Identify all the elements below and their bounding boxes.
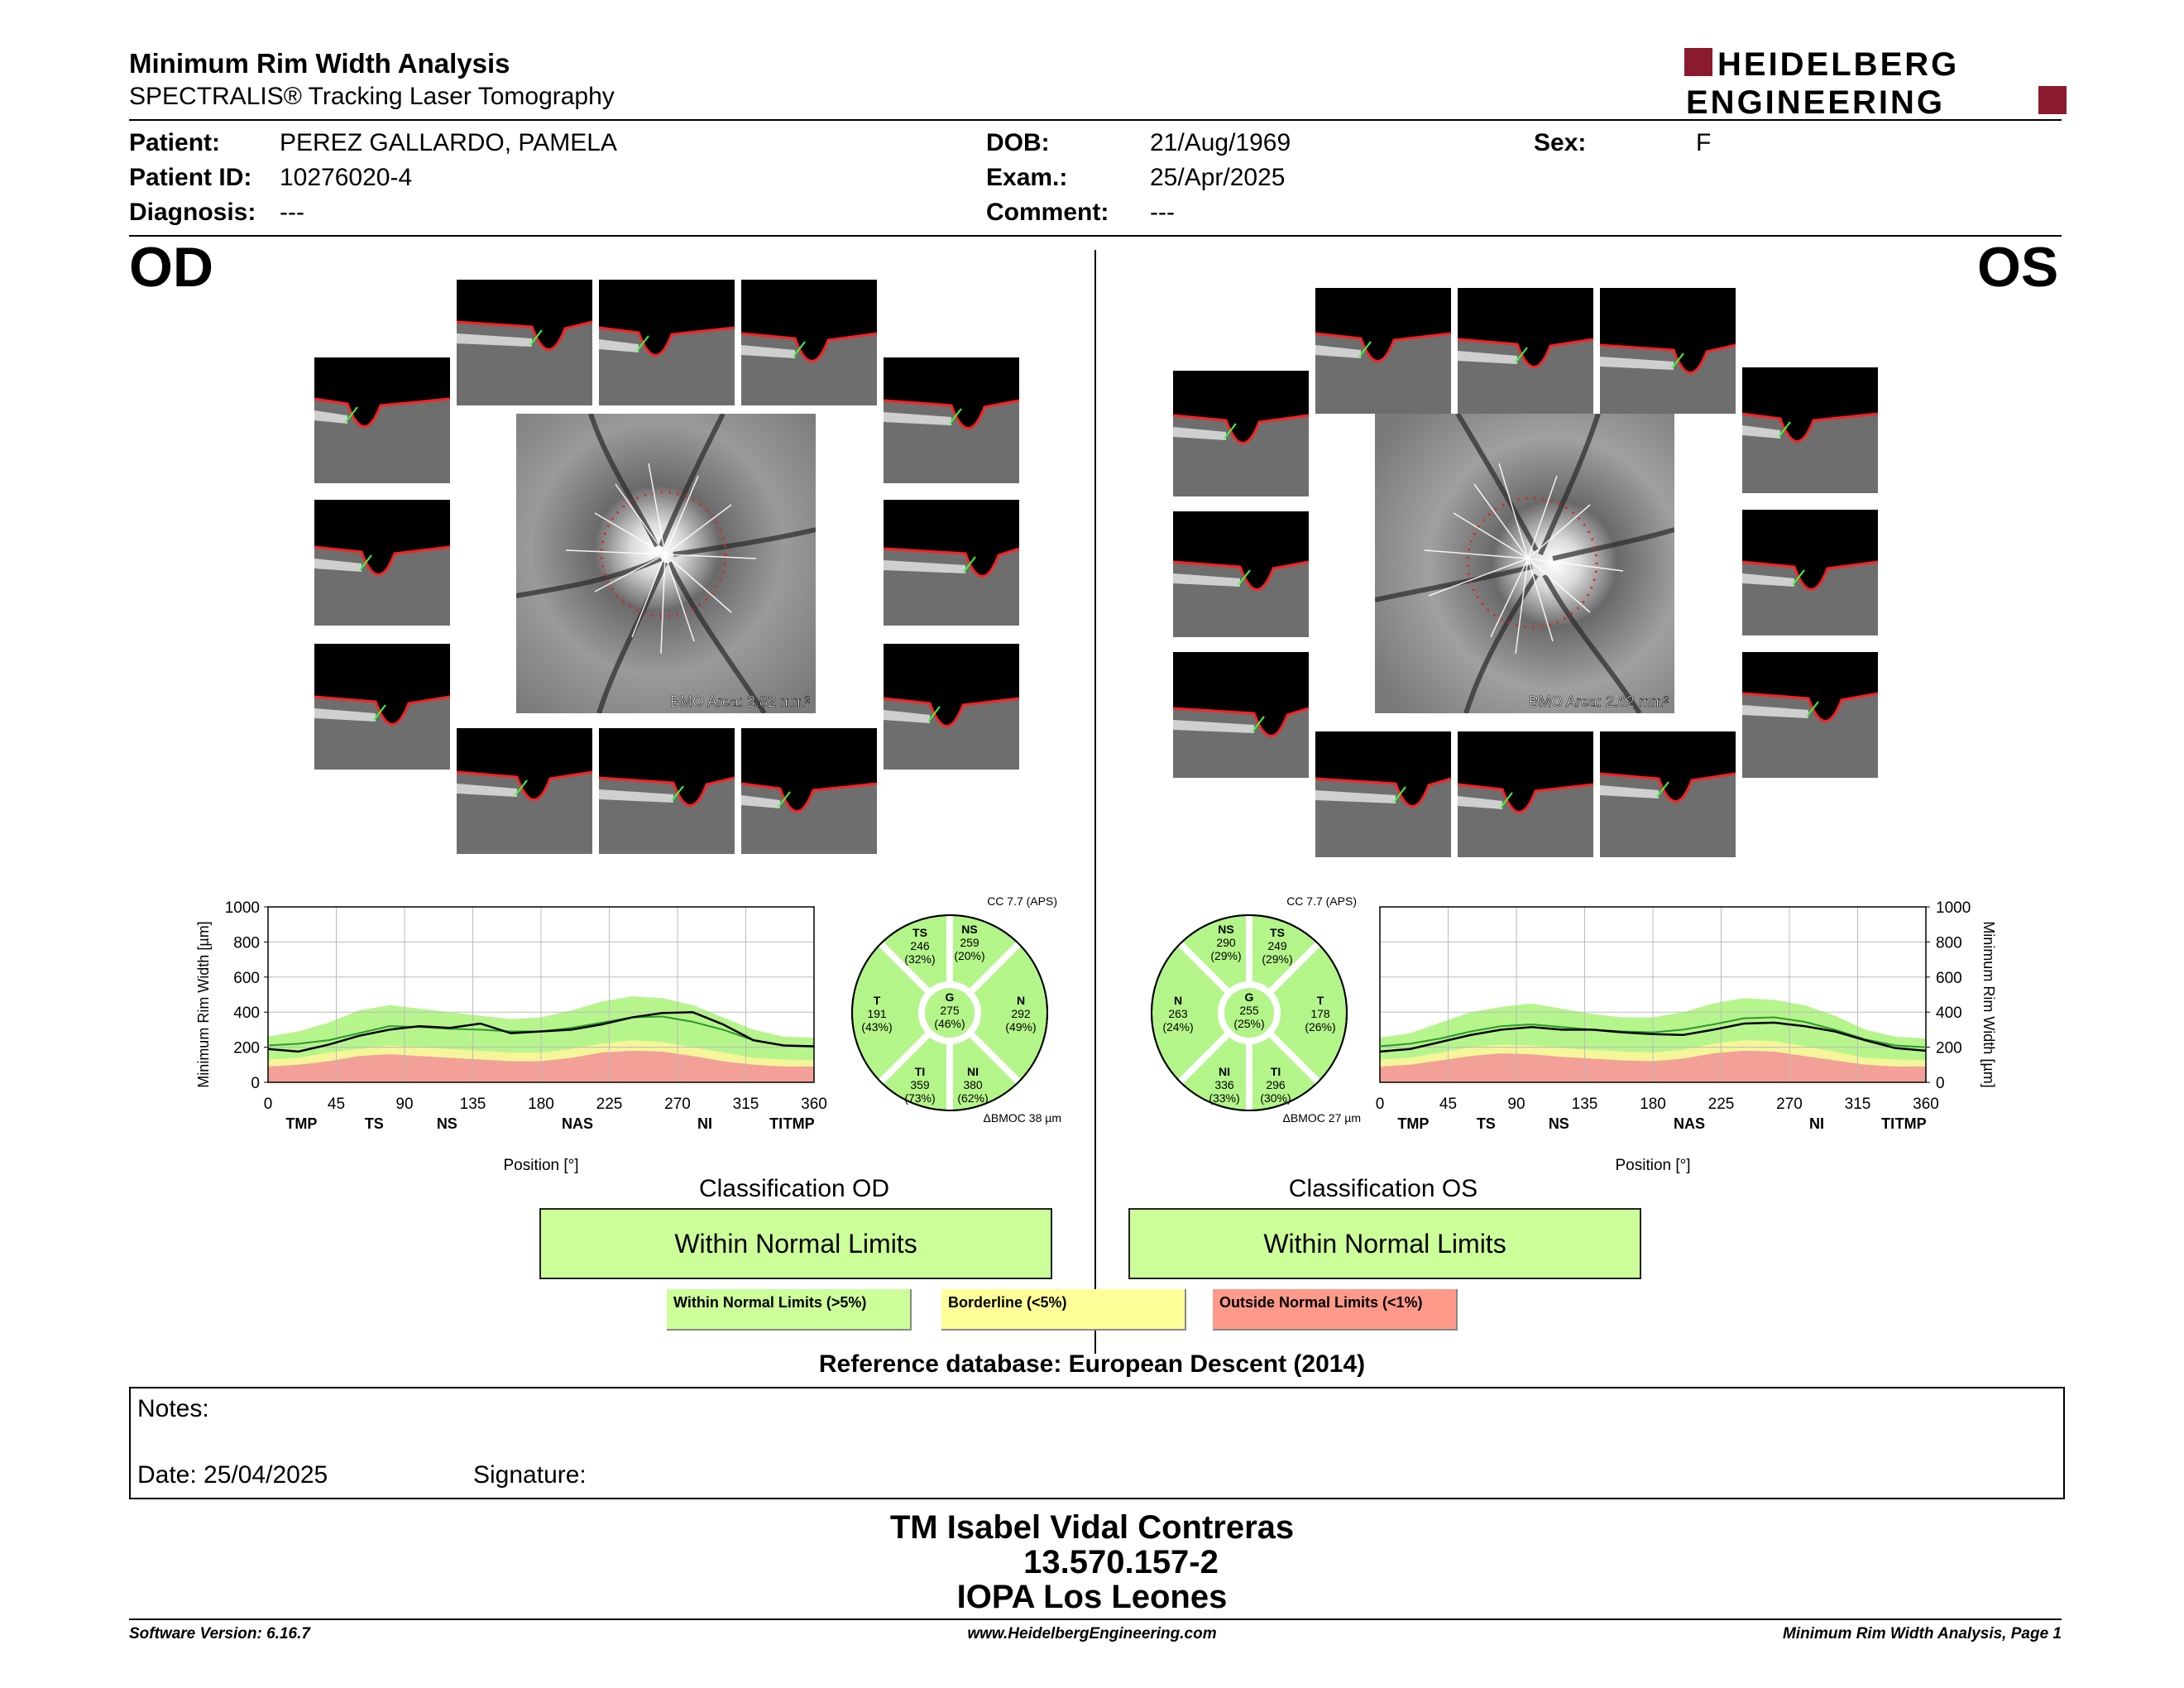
sector-label: NI bbox=[1809, 1115, 1824, 1132]
os-bscan bbox=[1315, 731, 1451, 857]
report-title: Minimum Rim Width Analysis bbox=[129, 48, 510, 79]
os-sector-value: 255 bbox=[1239, 1004, 1259, 1017]
od-bmoc: ΔBMOC 38 µm bbox=[983, 1111, 1061, 1125]
signature-label: Signature: bbox=[473, 1461, 587, 1489]
y-tick-label: 400 bbox=[1936, 1005, 1962, 1023]
os-fundus-image bbox=[1375, 414, 1674, 713]
od-classification-box bbox=[539, 1208, 1052, 1279]
y-tick-label: 1000 bbox=[224, 899, 260, 917]
od-sector-value: 246 bbox=[910, 939, 930, 952]
od-bscan bbox=[314, 644, 450, 770]
x-tick-label: 180 bbox=[1640, 1096, 1666, 1113]
os-sector-value: 296 bbox=[1266, 1078, 1286, 1091]
od-bscan bbox=[741, 280, 877, 405]
os-bscan bbox=[1458, 731, 1593, 857]
website-link: www.HeidelbergEngineering.com bbox=[967, 1625, 1217, 1642]
os-sector-pct: (33%) bbox=[1209, 1091, 1240, 1105]
os-sector-pct: (29%) bbox=[1210, 949, 1242, 962]
os-sector-value: 290 bbox=[1216, 936, 1236, 949]
signatory-name: TM Isabel Vidal Contreras bbox=[889, 1509, 1295, 1546]
od-sector-pct: (43%) bbox=[861, 1020, 893, 1033]
os-bscan bbox=[1600, 288, 1736, 414]
od-sector-name: TI bbox=[914, 1065, 926, 1078]
legend-outside: Outside Normal Limits (<1%) bbox=[1213, 1289, 1458, 1331]
dob-label: DOB: bbox=[986, 129, 1050, 156]
x-tick-label: 225 bbox=[1707, 1096, 1735, 1113]
od-sector-name: G bbox=[945, 990, 955, 1004]
os-bscan bbox=[1173, 511, 1309, 637]
sector-label: TMP bbox=[783, 1115, 815, 1132]
exam-label: Exam.: bbox=[986, 164, 1068, 191]
od-cc: CC 7.7 (APS) bbox=[987, 894, 1057, 908]
od-bscan bbox=[599, 280, 735, 405]
os-sector-chart bbox=[1133, 892, 1365, 1125]
os-sector-name: NS bbox=[1218, 923, 1234, 936]
os-sector-pct: (26%) bbox=[1305, 1020, 1336, 1033]
os-sector-value: 263 bbox=[1168, 1007, 1188, 1020]
patient-label: Patient: bbox=[129, 129, 221, 156]
od-sector-pct: (46%) bbox=[934, 1017, 965, 1030]
os-sector-name: T bbox=[1316, 994, 1324, 1007]
od-sector-chart bbox=[834, 892, 1066, 1125]
signatory-place: IOPA Los Leones bbox=[956, 1579, 1228, 1615]
page-label: Minimum Rim Width Analysis, Page 1 bbox=[1783, 1625, 2062, 1642]
center-divider bbox=[1094, 250, 1096, 1354]
od-label: OD bbox=[129, 236, 213, 299]
od-fundus-image bbox=[516, 414, 816, 713]
os-rim-width-chart bbox=[1365, 897, 2002, 1178]
sector-label: NAS bbox=[561, 1115, 594, 1132]
y-tick-label: 600 bbox=[1936, 969, 1962, 987]
notes-box bbox=[129, 1387, 2065, 1499]
x-tick-label: 315 bbox=[732, 1096, 759, 1113]
signatory-id: 13.570.157-2 bbox=[1023, 1544, 1219, 1580]
exam-value: 25/Apr/2025 bbox=[1150, 164, 1286, 191]
x-tick-label: 270 bbox=[664, 1096, 691, 1113]
od-bscan bbox=[884, 644, 1019, 770]
x-tick-label: 135 bbox=[1571, 1096, 1598, 1113]
os-bscan bbox=[1742, 652, 1878, 778]
od-sector-pct: (73%) bbox=[904, 1091, 936, 1105]
comment-value: --- bbox=[1150, 199, 1175, 226]
sector-label: TI bbox=[769, 1115, 783, 1132]
reference-database: Reference database: European Descent (2014) bbox=[818, 1350, 1366, 1378]
os-sector-pct: (25%) bbox=[1233, 1017, 1265, 1030]
od-chart-xlabel: Position [°] bbox=[503, 1157, 579, 1174]
svg-text:ENGINEERING: ENGINEERING bbox=[1686, 84, 1946, 117]
os-bscan bbox=[1458, 288, 1593, 414]
os-sector-name: N bbox=[1173, 994, 1183, 1007]
patient-id-label: Patient ID: bbox=[129, 164, 252, 191]
os-classification-text: Within Normal Limits bbox=[1263, 1228, 1506, 1259]
od-bscan bbox=[599, 728, 735, 854]
os-label: OS bbox=[1977, 236, 2059, 299]
od-sector-name: TS bbox=[912, 926, 927, 939]
x-tick-label: 180 bbox=[528, 1096, 554, 1113]
sector-label: TI bbox=[1881, 1115, 1895, 1132]
y-tick-label: 0 bbox=[251, 1075, 260, 1092]
x-tick-label: 90 bbox=[1507, 1096, 1525, 1113]
od-sector-pct: (32%) bbox=[904, 952, 936, 966]
os-bscan bbox=[1600, 731, 1736, 857]
os-sector-pct: (24%) bbox=[1162, 1020, 1194, 1033]
x-tick-label: 0 bbox=[1375, 1096, 1385, 1113]
notes-label: Notes: bbox=[137, 1395, 209, 1422]
od-sector-name: NI bbox=[967, 1065, 979, 1078]
legend-normal: Within Normal Limits (>5%) bbox=[667, 1289, 912, 1331]
x-tick-label: 225 bbox=[596, 1096, 623, 1113]
os-chart-ylabel: Minimum Rim Width [µm] bbox=[1980, 921, 1997, 1088]
sex-value: F bbox=[1696, 129, 1712, 156]
report-subtitle: SPECTRALIS® Tracking Laser Tomography bbox=[129, 83, 615, 110]
os-sector-name: NI bbox=[1219, 1065, 1230, 1078]
od-chart-ylabel: Minimum Rim Width [µm] bbox=[195, 921, 212, 1088]
od-sector-value: 359 bbox=[910, 1078, 930, 1091]
y-tick-label: 1000 bbox=[1936, 899, 1971, 917]
sector-label: NS bbox=[436, 1115, 457, 1132]
os-bscan bbox=[1315, 288, 1451, 414]
patient-id: 10276020-4 bbox=[280, 164, 413, 191]
notes-date: Date: 25/04/2025 bbox=[137, 1461, 328, 1489]
os-sector-name: TI bbox=[1270, 1065, 1281, 1078]
od-sector-name: NS bbox=[961, 923, 978, 936]
diagnosis-value: --- bbox=[280, 199, 304, 226]
x-tick-label: 45 bbox=[1439, 1096, 1458, 1113]
legend-borderline: Borderline (<5%) bbox=[941, 1289, 1186, 1331]
os-chart-xlabel: Position [°] bbox=[1615, 1157, 1691, 1174]
os-bscan bbox=[1742, 510, 1878, 635]
sector-label: TS bbox=[1476, 1115, 1496, 1132]
os-classification-title: Classification OS bbox=[1288, 1175, 1478, 1202]
od-bscan bbox=[314, 357, 450, 483]
sector-label: TMP bbox=[285, 1115, 318, 1132]
od-sector-pct: (20%) bbox=[954, 949, 985, 962]
sector-label: NI bbox=[697, 1115, 712, 1132]
od-bscan bbox=[741, 728, 877, 854]
y-tick-label: 0 bbox=[1936, 1075, 1945, 1092]
sex-label: Sex: bbox=[1534, 129, 1587, 156]
od-sector-value: 292 bbox=[1011, 1007, 1031, 1020]
os-bscan bbox=[1173, 652, 1309, 778]
y-tick-label: 400 bbox=[233, 1005, 260, 1023]
sector-label: TMP bbox=[1397, 1115, 1430, 1132]
os-sector-value: 336 bbox=[1214, 1078, 1234, 1091]
x-tick-label: 270 bbox=[1776, 1096, 1803, 1113]
od-sector-value: 380 bbox=[963, 1078, 983, 1091]
os-cc: CC 7.7 (APS) bbox=[1286, 894, 1357, 908]
od-bscan bbox=[457, 728, 592, 854]
x-tick-label: 360 bbox=[1913, 1096, 1939, 1113]
patient-name: PEREZ GALLARDO, PAMELA bbox=[280, 129, 617, 156]
dob-value: 21/Aug/1969 bbox=[1150, 129, 1291, 156]
svg-text:HEIDELBERG: HEIDELBERG bbox=[1717, 46, 1960, 83]
y-tick-label: 800 bbox=[1936, 934, 1962, 952]
x-tick-label: 45 bbox=[327, 1096, 346, 1113]
od-bscan bbox=[314, 500, 450, 626]
os-sector-value: 178 bbox=[1310, 1007, 1330, 1020]
os-sector-name: TS bbox=[1270, 926, 1285, 939]
od-bmo-area: BMO Area: 2.82 mm² bbox=[669, 693, 810, 710]
x-tick-label: 90 bbox=[395, 1096, 414, 1113]
os-bmo-area: BMO Area: 2.62 mm² bbox=[1528, 693, 1669, 710]
od-sector-name: T bbox=[873, 994, 881, 1007]
y-tick-label: 200 bbox=[233, 1039, 260, 1057]
sector-label: NAS bbox=[1673, 1115, 1706, 1132]
od-sector-value: 275 bbox=[940, 1004, 960, 1017]
x-tick-label: 360 bbox=[801, 1096, 827, 1113]
os-sector-name: G bbox=[1244, 990, 1254, 1004]
od-bscan bbox=[884, 500, 1019, 626]
os-sector-value: 249 bbox=[1267, 939, 1287, 952]
sector-label: TS bbox=[364, 1115, 384, 1132]
x-tick-label: 315 bbox=[1844, 1096, 1871, 1113]
x-tick-label: 135 bbox=[459, 1096, 486, 1113]
od-bscan bbox=[884, 357, 1019, 483]
os-sector-pct: (29%) bbox=[1262, 952, 1293, 966]
od-classification-title: Classification OD bbox=[698, 1175, 890, 1202]
os-bmoc: ΔBMOC 27 µm bbox=[1282, 1111, 1361, 1125]
x-tick-label: 0 bbox=[263, 1096, 273, 1113]
od-sector-name: N bbox=[1016, 994, 1026, 1007]
diagnosis-label: Diagnosis: bbox=[129, 199, 256, 226]
heidelberg-logo bbox=[1684, 45, 2070, 117]
os-sector-pct: (30%) bbox=[1260, 1091, 1291, 1105]
od-bscan bbox=[457, 280, 592, 405]
os-classification-box bbox=[1128, 1208, 1641, 1279]
os-bscan bbox=[1173, 371, 1309, 496]
sector-label: NS bbox=[1548, 1115, 1569, 1132]
od-sector-pct: (49%) bbox=[1005, 1020, 1037, 1033]
y-tick-label: 600 bbox=[233, 969, 260, 987]
od-rim-width-chart bbox=[190, 897, 827, 1178]
os-bscan bbox=[1742, 367, 1878, 493]
y-tick-label: 800 bbox=[233, 934, 260, 952]
comment-label: Comment: bbox=[986, 199, 1109, 226]
od-sector-value: 259 bbox=[960, 936, 979, 949]
od-sector-pct: (62%) bbox=[957, 1091, 989, 1105]
od-sector-value: 191 bbox=[867, 1007, 887, 1020]
sector-label: TMP bbox=[1894, 1115, 1927, 1132]
od-classification-text: Within Normal Limits bbox=[674, 1228, 917, 1259]
y-tick-label: 200 bbox=[1936, 1039, 1962, 1057]
software-version: Software Version: 6.16.7 bbox=[129, 1625, 310, 1642]
